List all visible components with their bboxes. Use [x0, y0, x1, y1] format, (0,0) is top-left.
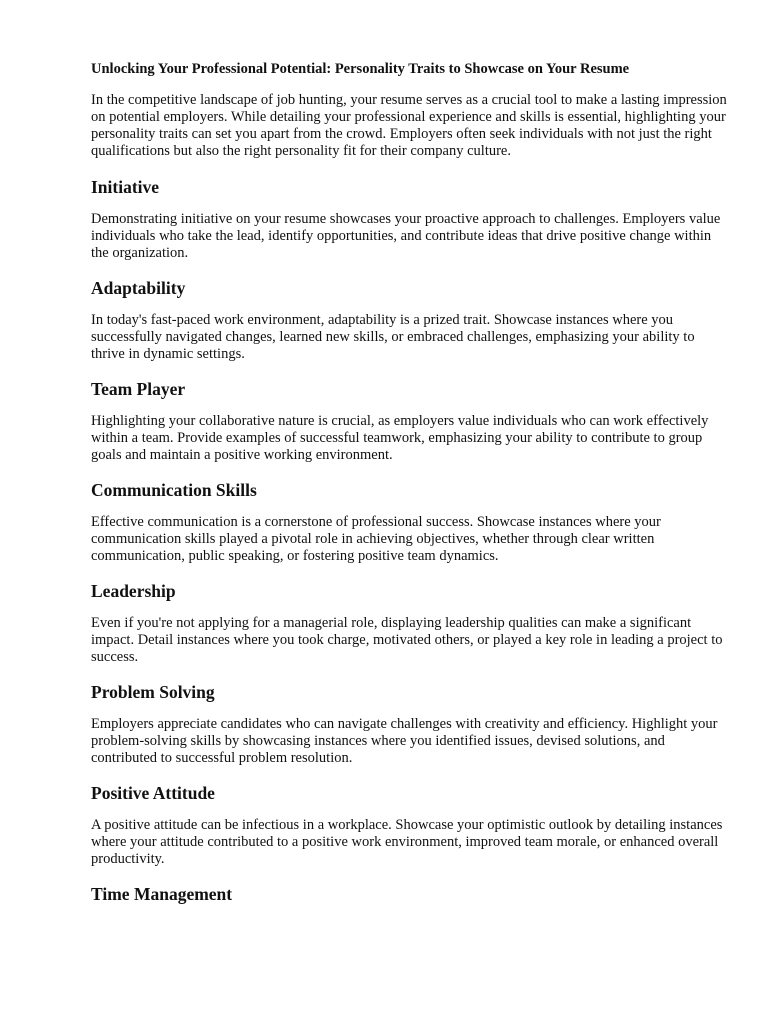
section-heading: Adaptability: [91, 278, 186, 298]
section-leadership: [91, 580, 731, 666]
document-title: Unlocking Your Professional Potential: Personality Traits to Showcase on Your Resume: [91, 61, 630, 77]
section-heading: Initiative: [91, 177, 160, 197]
section-heading: Leadership: [91, 581, 176, 601]
section-heading: Communication Skills: [91, 480, 257, 500]
section-communication-skills: [91, 479, 731, 565]
section-body: A positive attitude can be infectious in a workplace. Showcase your optimistic outlook by detailing instances where your attitude contributed to a positive work environment, improved team morale, or enhanced overall productivity.: [91, 817, 723, 867]
section-body: Demonstrating initiative on your resume showcases your proactive approach to challenges. Employers value individuals who take the lead, identify opportunities, and contribute ideas that drive positive change within the organization.: [91, 211, 721, 261]
section-heading: Problem Solving: [91, 682, 215, 702]
section-team-player: [91, 378, 731, 464]
intro-paragraph: In the competitive landscape of job hunting, your resume serves as a crucial tool to make a lasting impression on potential employers. While detailing your professional experience and skills is essential, highlighting your personality traits can set you apart from the crowd. Employers often seek individuals with not just the right qualifications but also the right personality fit for their company culture.: [91, 92, 727, 159]
section-body: Employers appreciate candidates who can navigate challenges with creativity and efficiency. Highlight your problem-solving skills by showcasing instances where you identified issues, devised solutions, and contributed to successful problem resolution.: [91, 716, 718, 766]
section-heading: Team Player: [91, 379, 186, 399]
document-page: [91, 60, 731, 918]
section-initiative: [91, 176, 731, 262]
section-heading: Positive Attitude: [91, 783, 215, 803]
section-body: Highlighting your collaborative nature is crucial, as employers value individuals who can work effectively within a team. Provide examples of successful teamwork, emphasizing your ability to contribute to group goals and maintain a positive working environment.: [91, 413, 709, 463]
section-body: In today's fast-paced work environment, adaptability is a prized trait. Showcase instances where you successfully navigated changes, learned new skills, or embraced challenges, emphasizing your ability to thrive in dynamic settings.: [91, 312, 695, 362]
section-body: Even if you're not applying for a managerial role, displaying leadership qualities can make a significant impact. Detail instances where you took charge, motivated others, or played a key role in leading a project to success.: [91, 615, 723, 665]
section-heading: Time Management: [91, 884, 233, 904]
section-positive-attitude: [91, 782, 731, 868]
section-time-management: [91, 883, 731, 905]
section-adaptability: [91, 277, 731, 363]
section-body: Effective communication is a cornerstone of professional success. Showcase instances where your communication skills played a pivotal role in achieving objectives, whether through clear written communication, public speaking, or fostering positive team dynamics.: [91, 514, 661, 564]
section-problem-solving: [91, 681, 731, 767]
